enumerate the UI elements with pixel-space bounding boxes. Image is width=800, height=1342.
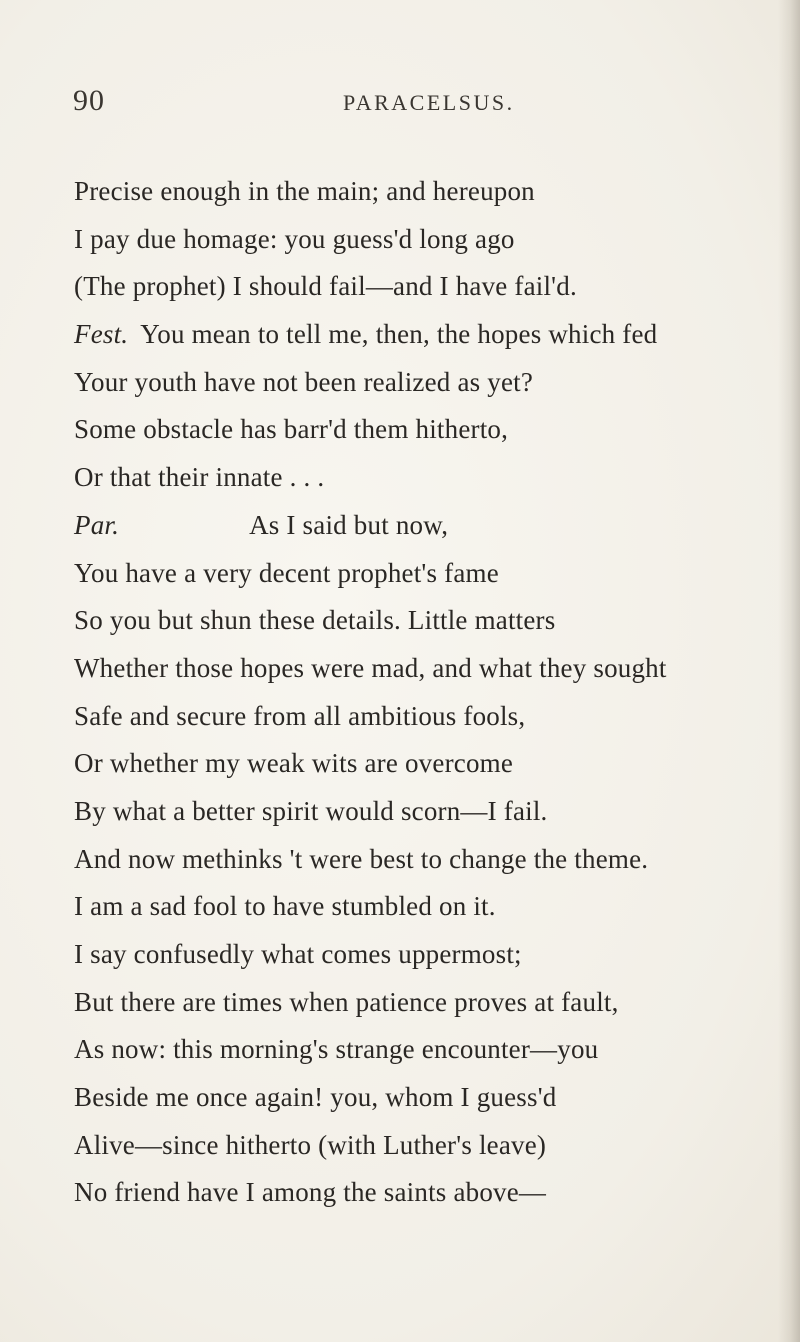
running-title: PARACELSUS. bbox=[343, 90, 515, 115]
verse-line: Whether those hopes were mad, and what they sought bbox=[74, 652, 667, 683]
verse-line: Precise enough in the main; and hereupon bbox=[74, 176, 535, 206]
verse-line: But there are times when patience proves at fault, bbox=[74, 986, 619, 1017]
verse-line: I am a sad fool to have stumbled on it. bbox=[74, 891, 496, 922]
verse-line: I pay due homage: you guess'd long ago bbox=[74, 223, 515, 254]
verse-line: And now methinks 't were best to change the theme. bbox=[74, 843, 649, 874]
verse-line: As now: this morning's strange encounter—you bbox=[74, 1034, 599, 1065]
verse-line: Your youth have not been realized as yet? bbox=[74, 366, 534, 397]
verse-line: Some obstacle has barr'd them hitherto, bbox=[74, 414, 509, 445]
speech-text: You mean to tell me, then, the hopes which fed bbox=[140, 319, 658, 350]
speaker-name: Fest. bbox=[74, 319, 129, 350]
verse-line: So you but shun these details. Little matters bbox=[74, 605, 556, 636]
verse-line: Beside me once again! you, whom I guess'd bbox=[74, 1082, 557, 1113]
speech-text: As I said but now, bbox=[249, 509, 449, 540]
verse-line: I say confusedly what comes uppermost; bbox=[74, 939, 522, 969]
verse-line: Alive—since hitherto (with Luther's leave) bbox=[74, 1129, 547, 1160]
verse-line: You have a very decent prophet's fame bbox=[74, 557, 499, 588]
verse-line: No friend have I among the saints above— bbox=[74, 1177, 547, 1208]
verse-line-speech bbox=[74, 502, 790, 550]
verse-line: Safe and secure from all ambitious fools, bbox=[74, 700, 526, 731]
page-number: 90 bbox=[73, 84, 105, 117]
speaker-name: Par. bbox=[74, 509, 120, 540]
verse-line: Or whether my weak wits are overcome bbox=[74, 748, 514, 779]
verse-line: Or that their innate . . . bbox=[74, 462, 325, 493]
verse-line-speech bbox=[74, 311, 790, 359]
verse-line: (The prophet) I should fail—and I have fail'd. bbox=[74, 271, 577, 302]
verse-line: By what a better spirit would scorn—I fail. bbox=[74, 795, 548, 826]
verse-block bbox=[74, 168, 790, 1217]
page-header bbox=[0, 84, 800, 124]
